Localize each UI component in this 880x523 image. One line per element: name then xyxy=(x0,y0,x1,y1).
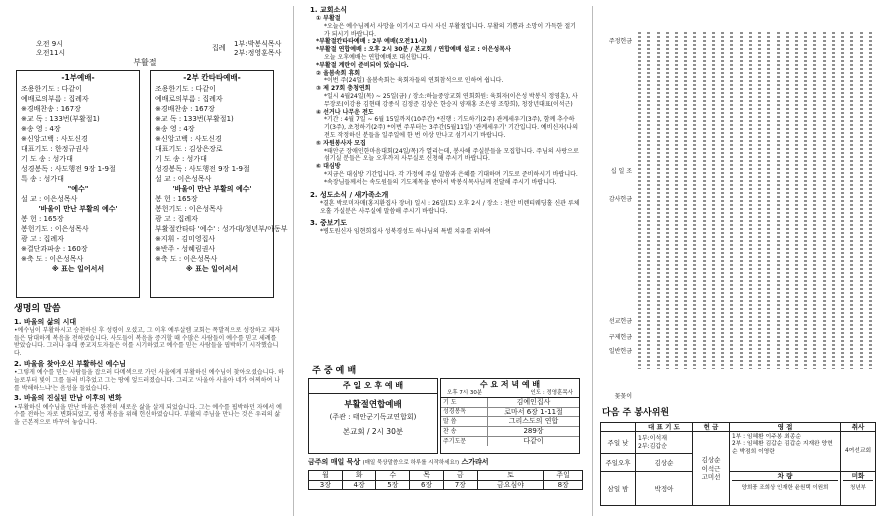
offering-servants xyxy=(693,432,730,506)
reading-day: 주일 xyxy=(544,470,583,480)
reading-day: 수 xyxy=(376,470,410,480)
offering-name-column xyxy=(813,32,816,369)
news-items xyxy=(310,15,580,187)
order-line: "예수" xyxy=(67,185,89,194)
order-line: ※송 영 : 4장 xyxy=(21,125,61,134)
beauty-cell xyxy=(841,472,876,506)
wed-row-key: 찬 송 xyxy=(441,427,488,437)
union-place: 본교회 / 2시 30분 xyxy=(342,427,404,437)
order-line: 광 고 : 집례자 xyxy=(21,235,64,244)
prayer-1: 1부:이석재 xyxy=(638,435,668,443)
reading-day: 화 xyxy=(342,470,376,480)
greeters xyxy=(730,432,841,472)
order-line: ※지휘 - 김미영집사 xyxy=(155,235,216,244)
offering-name-column xyxy=(647,32,650,369)
offering-name-column xyxy=(703,32,706,369)
church-news xyxy=(310,6,580,236)
prayer-title: 3. 중보기도 xyxy=(310,219,348,228)
offering-servant-1: 김상순 xyxy=(701,456,721,465)
vehicle-cell xyxy=(730,472,841,506)
news-item-body: *기간 : 4월 7일 ~ 6월 15일까지(10주간) *진행 : 기도하기(2주) 관계세우기(3주), 함께 추수하기(3주), 초청하기(2주) *이번 주부터는 3주간(5월11일) '관계세우기' 기간입니다. 예비신자(나의전도 작정하신 분들을 일주일에 한 번 이상 만나고 섬기시기 바랍니다. xyxy=(324,116,579,140)
sermon-point-3-title: 3. 바울의 진실된 만남 이후의 변화 xyxy=(14,394,122,403)
sermon-section xyxy=(14,304,284,427)
page-title: 부활절 xyxy=(133,58,157,67)
reading-chapter: 4장 xyxy=(342,480,376,490)
wed-row-key: 주기도문 xyxy=(441,436,488,445)
order-line: 성경봉독 : 사도행전 9장 1-9절 xyxy=(21,165,116,174)
news-item-body: *이번 주(24일) 올봄속회는 육회자들의 연회참석으로 인하여 쉽니다. xyxy=(324,77,504,85)
order-line: 조용한기도 : 다같이 xyxy=(21,85,82,94)
row-sunday-pm: 주일오후 xyxy=(605,458,631,467)
leader-2: 2부:정영훈목사 xyxy=(234,48,282,57)
news-title: 1. 교회소식 xyxy=(310,6,348,14)
wed-row xyxy=(441,417,579,427)
reading-title: 금주의 매일 묵상 xyxy=(308,458,361,466)
reading-day: 목 xyxy=(410,470,444,480)
offering-name-column xyxy=(740,32,743,369)
prayer-sunday-am xyxy=(636,432,693,454)
order-line: 예배로의부름 : 집례자 xyxy=(21,95,89,104)
vehicle-label: 차 량 xyxy=(732,472,838,481)
news-item-head: *부활절 연합예배 : 오후 2시 30분 / 본교회 / 연합예배 설교 : 이은성목사 xyxy=(316,46,511,54)
order-line: ※반주 - 성혜림권사 xyxy=(155,245,216,254)
news-item-head: ⑤ 자원봉사자 모집 xyxy=(316,139,366,147)
reading-header xyxy=(308,458,583,467)
offering-name-column xyxy=(666,32,669,369)
row-sunday-am: 주일 낮 xyxy=(607,438,629,447)
reading-sub: (매일 묵상말씀으로 하루를 시작하세요!) xyxy=(362,460,460,466)
column-divider xyxy=(293,6,294,516)
offering-servant-2: 이석근 xyxy=(701,464,721,473)
offering-name-column xyxy=(869,32,872,369)
news-item-head: *부활절칸타타예배 : 2부 예배(오전11시) xyxy=(316,38,427,46)
reading-book: 스가랴서 xyxy=(461,458,489,466)
wed-order-table xyxy=(441,398,579,446)
offering-label: 꽃꽂이 xyxy=(614,393,632,400)
order-line: ※신앙고백 : 사도신경 xyxy=(155,135,222,144)
kitchen: 4여선교회 xyxy=(841,432,876,472)
order-line: 봉헌기도 : 이은성목사 xyxy=(21,225,89,234)
order-line: ※송 영 : 4장 xyxy=(155,125,195,134)
service-times xyxy=(36,40,65,58)
sermon-point-2-text: •그렇게 예수를 믿는 사람들을 잡으러 다메섹으로 가던 사울에게 부활하신 예수님이 찾아오셨습니다. 하늘로부터 빛이 그를 둘러 비추었고 그는 땅에 엎드러졌습니다. 그리고 '사울아 사울아 네가 어찌하여 나를 박해하느냐'는 음성을 들었습니다. xyxy=(14,369,284,392)
offering-name-column xyxy=(795,32,798,369)
offering-label: 십 일 조 xyxy=(610,168,632,175)
wed-row xyxy=(441,407,579,417)
wed-row-key: 성경봉독 xyxy=(441,407,488,417)
offering-label: 선교헌금 xyxy=(608,318,632,325)
offering-name-column xyxy=(841,32,844,369)
worship-order-column xyxy=(0,0,290,523)
sunday-pm-title: 주 일 오 후 예 배 xyxy=(309,379,437,394)
service-1-box xyxy=(16,70,140,298)
offering-name-column xyxy=(823,32,826,369)
wed-row xyxy=(441,436,579,445)
offering-name-column xyxy=(777,32,780,369)
sermon-title: 생명의 말씀 xyxy=(14,304,61,314)
order-line: 기 도 송 : 성가대 xyxy=(155,155,207,164)
service-2-title: -2부 칸타타예배- xyxy=(183,73,241,82)
order-line: ※ 표는 일어서서 xyxy=(185,265,239,274)
order-line: 기 도 송 : 성가대 xyxy=(21,155,73,164)
greeters-1: 1부 : 임혜환 이주봉 최종순 xyxy=(732,434,802,441)
leader-label: 집례 xyxy=(212,44,226,52)
wed-row xyxy=(441,427,579,437)
weekly-worship-title: 주 중 예 배 xyxy=(312,366,357,376)
order-line: ※교 독 : 133번(부활절1) xyxy=(155,115,234,124)
order-line: '바울이 만난 부활의 예수' xyxy=(172,185,252,194)
offering-label: 일반헌금 xyxy=(608,348,632,355)
leaders xyxy=(234,40,281,58)
reading-day: 토 xyxy=(477,470,544,480)
order-line: 설 교 : 이은성목사 xyxy=(155,175,212,184)
wed-row-value: 로마서 6장 1-11절 xyxy=(504,407,563,416)
beauty-names: 청년부 xyxy=(850,485,866,492)
offering-name-column xyxy=(730,32,733,369)
wed-row-key: 기 도 xyxy=(441,398,488,407)
time-2: 오전11시 xyxy=(36,48,66,57)
offering-name-column xyxy=(749,32,752,369)
order-line: ※결단과파송 : 160장 xyxy=(21,245,88,254)
wed-time: 오후 7시 30분 xyxy=(447,390,483,396)
reading-chapter: 8장 xyxy=(544,480,583,490)
reading-day: 월 xyxy=(309,470,343,480)
order-line: '바울이 만난 부활의 예수' xyxy=(38,205,118,214)
offering-name-column xyxy=(638,32,641,369)
reading-chapter: 5장 xyxy=(376,480,410,490)
header-kitchen: 취사 xyxy=(841,423,876,432)
order-line: 특 송 : 성가대 xyxy=(21,175,64,184)
wed-meta xyxy=(441,390,579,398)
news-item-head: ③ 제 27회 충청연회 xyxy=(316,85,371,93)
order-line: ※ 표는 일어서서 xyxy=(51,265,105,274)
offering-name-column xyxy=(721,32,724,369)
prayer-wed: 박정아 xyxy=(636,472,693,506)
greeters-2: 2부 : 임혜환 김갑순 김갑순 지재완 양현순 박점희 이영란 xyxy=(732,441,833,455)
news-item-body: *지금은 대심방 기간입니다. 각 가정에 주실 말씀과 은혜를 기대하며 기도로 준비하시기 바랍니다. *속장님들께서는 속도원들의 기도제목을 받아서 박봉식목사님께 전달해 주시기 바랍니다. xyxy=(324,171,578,186)
offering-name-column xyxy=(786,32,789,369)
reading-day: 금 xyxy=(443,470,477,480)
news-item-body: *태안군 장애인한마음대회(24일/목)가 열리는데, 봉사해 주실분들을 모집합니다. 주님의 사랑으로 섬기실 분들은 오늘 오후까지 사무실로 신청해 주시기 바랍니다. xyxy=(324,147,579,163)
offering-column xyxy=(598,0,880,523)
time-1: 오전 9시 xyxy=(36,40,63,48)
row-wed: 삼일 밤 xyxy=(607,484,629,493)
wed-row xyxy=(441,398,579,407)
sunday-afternoon-box xyxy=(308,378,438,454)
order-line: 부활절칸타타 '예수' : 성가대/청년부/아동부 xyxy=(155,225,288,234)
order-line: ※축 도 : 이은성목사 xyxy=(21,255,84,264)
offering-name-column xyxy=(693,32,696,369)
prayer-2: 2부:김갑순 xyxy=(638,442,668,450)
offering-name-column xyxy=(832,32,835,369)
prayer-sunday-pm: 김상순 xyxy=(636,454,693,472)
order-line: 대표기도 : 한정규권사 xyxy=(21,145,89,154)
offering-servant-3: 고미선 xyxy=(701,472,721,481)
weekly-reading xyxy=(308,458,583,490)
order-line: 성경봉독 : 사도행전 9장 1-9절 xyxy=(155,165,250,174)
reading-table xyxy=(308,470,583,491)
news-item-head: ② 올봄속회 휴회 xyxy=(316,69,361,77)
union-host: (주관 : 태안군기독교연합회) xyxy=(329,412,417,421)
header-prayer: 대 표 기 도 xyxy=(636,423,693,432)
sermon-point-1-title: 1. 바울의 삶의 시대 xyxy=(14,317,77,326)
order-line: 봉 헌 : 165장 xyxy=(155,195,198,204)
order-line: 설 교 : 이은성목사 xyxy=(21,195,78,204)
news-item-head: ④ 선거나 나무운 전도 xyxy=(316,108,374,116)
offering-label: 주정헌금 xyxy=(608,38,632,45)
wed-title: 수 요 저 녁 예 배 xyxy=(479,380,541,389)
order-line: ※경배찬송 : 167장 xyxy=(155,105,215,114)
servants-title: 다음 주 봉사위원 xyxy=(602,408,670,418)
member-news-body: *결혼 박로미자매(홍지환집사 장녀) 일시 : 26일(토) 오후 2시 / 장소 : 천안 비렌티웨딩홀 신관 루체오홀 가실분은 사무실에 말씀해 주시기 바랍니다. xyxy=(320,199,580,215)
beauty-label: 미화 xyxy=(843,472,873,481)
news-column xyxy=(300,0,585,523)
wed-row-value: 289장 xyxy=(523,427,544,436)
offering-name-column xyxy=(767,32,770,369)
offering-name-column xyxy=(804,32,807,369)
order-line: ※축 도 : 이은성목사 xyxy=(155,255,218,264)
offering-name-column xyxy=(712,32,715,369)
order-line: 봉헌기도 : 이은성목사 xyxy=(155,205,223,214)
news-item-body: *일시 4월24일(목) ~ 25일(금) / 장소:하늘중앙교회 연회회원: 육회자(이은성 박봉식 정영훈), 사무장로(이강용 김현태 강종식 김정준 김상은 한승지 양재홍 조은영 조항희), 청장년대표(이석근) xyxy=(324,93,578,108)
service-1-order xyxy=(21,85,135,275)
sermon-point-3-text: •부활하신 예수님을 만난 바울은 완전히 새로운 삶을 살게 되었습니다. 그는 예수를 핍박하던 자에서 예수를 전하는 자로 변화되었고, 평생 복음을 위해 헌신하였습니다. 부활의 주님을 만나는 것은 우리의 삶을 근본적으로 바꾸어 놓습니다. xyxy=(14,403,282,427)
wed-row-key: 말 씀 xyxy=(441,417,488,427)
sermon-point-1-text: •예수님이 부활하시고 승천하신 후 성령이 오셨고, 그 이후 예루살렘 교회는 폭발적으로 성장하고 제자들은 담대하게 복음을 전하였습니다. 사도들이 복음을 증거할 때 수많은 사람들이 예수를 믿고 세례를 받았습니다. 그러나 유대 종교지도자들은 이를 시기하였고 예수를 믿는 사람들을 핍박하기 시작했습니다. xyxy=(14,326,280,358)
news-item-head: ⑥ 대심방 xyxy=(316,163,341,171)
wed-row-value: 그리스도의 연합 xyxy=(508,417,559,426)
order-line: 예배로의부름 : 집례자 xyxy=(155,95,223,104)
order-line: 광 고 : 집례자 xyxy=(155,215,198,224)
leader-1: 1부:박봉식목사 xyxy=(234,40,282,48)
offering-name-column xyxy=(758,32,761,369)
offering-names-block xyxy=(636,32,874,369)
news-item-body: *오늘은 예수님께서 사망을 이기시고 다시 사신 부활절입니다. 부활의 기쁨과 소망이 가득한 절기가 되시기 바랍니다. xyxy=(324,22,576,38)
order-line: 봉 헌 : 165장 xyxy=(21,215,64,224)
order-line: ※신앙고백 : 사도신경 xyxy=(21,135,88,144)
order-line: ※경배찬송 : 167장 xyxy=(21,105,81,114)
news-item-body: 오늘 오후예배는 연합예배로 대신합니다. xyxy=(324,54,431,62)
order-line: ※교 독 : 133번(부활절1) xyxy=(21,115,100,124)
member-news-title: 2. 성도소식 / 새가족소개 xyxy=(310,190,389,199)
sermon-point-2-title: 2. 바울을 찾아오신 부활하신 예수님 xyxy=(14,359,126,368)
reading-chapter: 6장 xyxy=(410,480,444,490)
wednesday-box xyxy=(440,378,580,454)
offering-name-column xyxy=(675,32,678,369)
header-offering: 헌 금 xyxy=(693,423,730,432)
offering-label: 감사헌금 xyxy=(608,196,632,203)
offering-list xyxy=(598,0,880,405)
news-item-head: *부활절 계란이 준비되어 있습니다. xyxy=(316,61,409,69)
offering-label: 구제헌금 xyxy=(608,334,632,341)
reading-chapter: 3장 xyxy=(309,480,343,490)
offering-name-column xyxy=(657,32,660,369)
vehicle-names: 양희풍 조희상 인재한 윤원택 이원희 xyxy=(741,485,829,492)
wed-row-value: 다같이 xyxy=(523,436,544,445)
reading-chapter: 7장 xyxy=(443,480,477,490)
column-divider-2 xyxy=(592,6,593,516)
service-1-title: -1부예배- xyxy=(61,73,95,82)
servants-table xyxy=(600,422,876,506)
offering-name-column xyxy=(684,32,687,369)
union-title: 부활절연합예배 xyxy=(344,400,402,410)
wed-leader: 인도 : 정영훈목사 xyxy=(530,390,573,396)
service-2-box xyxy=(150,70,288,298)
order-line: 대표기도 : 김상은장로 xyxy=(155,145,223,154)
order-line: 조용한기도 : 다같이 xyxy=(155,85,216,94)
offering-name-column xyxy=(860,32,863,369)
news-item-head: ① 부활절 xyxy=(316,15,341,23)
wed-row-value: 김예인집사 xyxy=(516,397,551,406)
service-2-order xyxy=(155,85,288,275)
offering-name-column xyxy=(850,32,853,369)
prayer-body: *병도원신자 임현희집사 성북경성도 하나님의 특별 치유를 위하여 xyxy=(320,228,491,236)
reading-chapter: 금요심야 xyxy=(477,480,544,490)
header-greeters: 영 접 xyxy=(730,423,841,432)
